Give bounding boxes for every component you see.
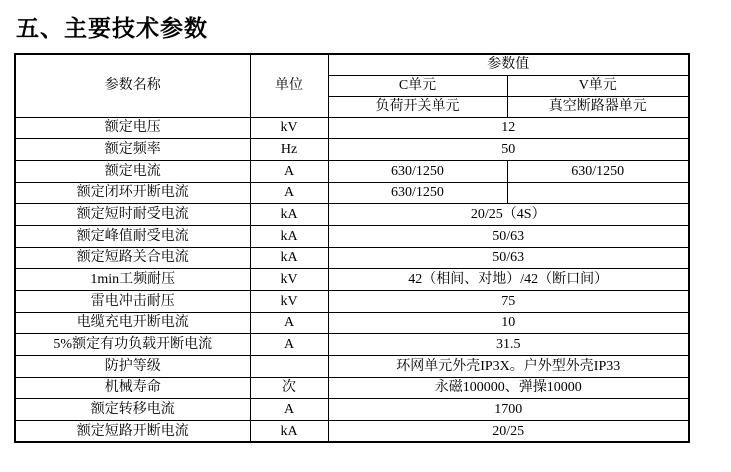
value-cell: 1700 bbox=[328, 399, 689, 421]
param-name-cell: 额定闭环开断电流 bbox=[15, 182, 250, 204]
unit-cell: A bbox=[250, 312, 328, 334]
header-row-1 bbox=[15, 54, 689, 75]
unit-cell: A bbox=[250, 399, 328, 421]
value-cell: 31.5 bbox=[328, 334, 689, 356]
v-value-cell bbox=[507, 182, 689, 204]
value-cell: 10 bbox=[328, 312, 689, 334]
header-v-sub: 真空断路器单元 bbox=[507, 96, 689, 117]
unit-cell: kV bbox=[250, 117, 328, 139]
value-cell: 50 bbox=[328, 139, 689, 161]
param-name-cell: 额定短时耐受电流 bbox=[15, 204, 250, 226]
unit-cell: 次 bbox=[250, 377, 328, 399]
value-cell: 50/63 bbox=[328, 247, 689, 269]
table-row bbox=[15, 139, 689, 161]
page-title: 五、主要技术参数 bbox=[16, 15, 208, 41]
unit-cell: A bbox=[250, 334, 328, 356]
value-cell: 永磁100000、弹操10000 bbox=[328, 377, 689, 399]
unit-cell: kA bbox=[250, 225, 328, 247]
table-row bbox=[15, 269, 689, 291]
table-row bbox=[15, 160, 689, 182]
value-cell: 20/25（4S） bbox=[328, 204, 689, 226]
table-row bbox=[15, 399, 689, 421]
c-value-cell: 630/1250 bbox=[328, 160, 507, 182]
header-c-sub: 负荷开关单元 bbox=[328, 96, 507, 117]
value-cell: 12 bbox=[328, 117, 689, 139]
value-cell: 环网单元外壳IP3X。户外型外壳IP33 bbox=[328, 356, 689, 378]
header-param-name: 参数名称 bbox=[15, 54, 250, 117]
table-row bbox=[15, 421, 689, 443]
header-unit: 单位 bbox=[250, 54, 328, 117]
table-row bbox=[15, 117, 689, 139]
unit-cell: kA bbox=[250, 421, 328, 443]
param-name-cell: 额定短路关合电流 bbox=[15, 247, 250, 269]
unit-cell: A bbox=[250, 182, 328, 204]
value-cell: 50/63 bbox=[328, 225, 689, 247]
table-row bbox=[15, 182, 689, 204]
parameters-table bbox=[14, 53, 690, 443]
unit-cell: Hz bbox=[250, 139, 328, 161]
c-value-cell: 630/1250 bbox=[328, 182, 507, 204]
table-row bbox=[15, 334, 689, 356]
param-name-cell: 额定电流 bbox=[15, 160, 250, 182]
table-row bbox=[15, 312, 689, 334]
value-cell: 42（相间、对地）/42（断口间） bbox=[328, 269, 689, 291]
header-param-value: 参数值 bbox=[328, 54, 689, 75]
unit-cell: kA bbox=[250, 204, 328, 226]
value-cell: 20/25 bbox=[328, 421, 689, 443]
table-row bbox=[15, 356, 689, 378]
v-value-cell: 630/1250 bbox=[507, 160, 689, 182]
table-row bbox=[15, 247, 689, 269]
unit-cell: kV bbox=[250, 269, 328, 291]
param-name-cell: 额定峰值耐受电流 bbox=[15, 225, 250, 247]
table-row bbox=[15, 225, 689, 247]
param-name-cell: 电缆充电开断电流 bbox=[15, 312, 250, 334]
param-name-cell: 机械寿命 bbox=[15, 377, 250, 399]
header-c-unit: C单元 bbox=[328, 75, 507, 96]
param-name-cell: 额定短路开断电流 bbox=[15, 421, 250, 443]
unit-cell: kA bbox=[250, 247, 328, 269]
unit-cell bbox=[250, 356, 328, 378]
table-row bbox=[15, 291, 689, 313]
unit-cell: kV bbox=[250, 291, 328, 313]
param-name-cell: 1min工频耐压 bbox=[15, 269, 250, 291]
table-row bbox=[15, 204, 689, 226]
param-name-cell: 额定电压 bbox=[15, 117, 250, 139]
header-v-unit: V单元 bbox=[507, 75, 689, 96]
table-row bbox=[15, 377, 689, 399]
param-name-cell: 5%额定有功负载开断电流 bbox=[15, 334, 250, 356]
param-name-cell: 额定频率 bbox=[15, 139, 250, 161]
param-name-cell: 雷电冲击耐压 bbox=[15, 291, 250, 313]
unit-cell: A bbox=[250, 160, 328, 182]
value-cell: 75 bbox=[328, 291, 689, 313]
param-name-cell: 额定转移电流 bbox=[15, 399, 250, 421]
param-name-cell: 防护等级 bbox=[15, 356, 250, 378]
